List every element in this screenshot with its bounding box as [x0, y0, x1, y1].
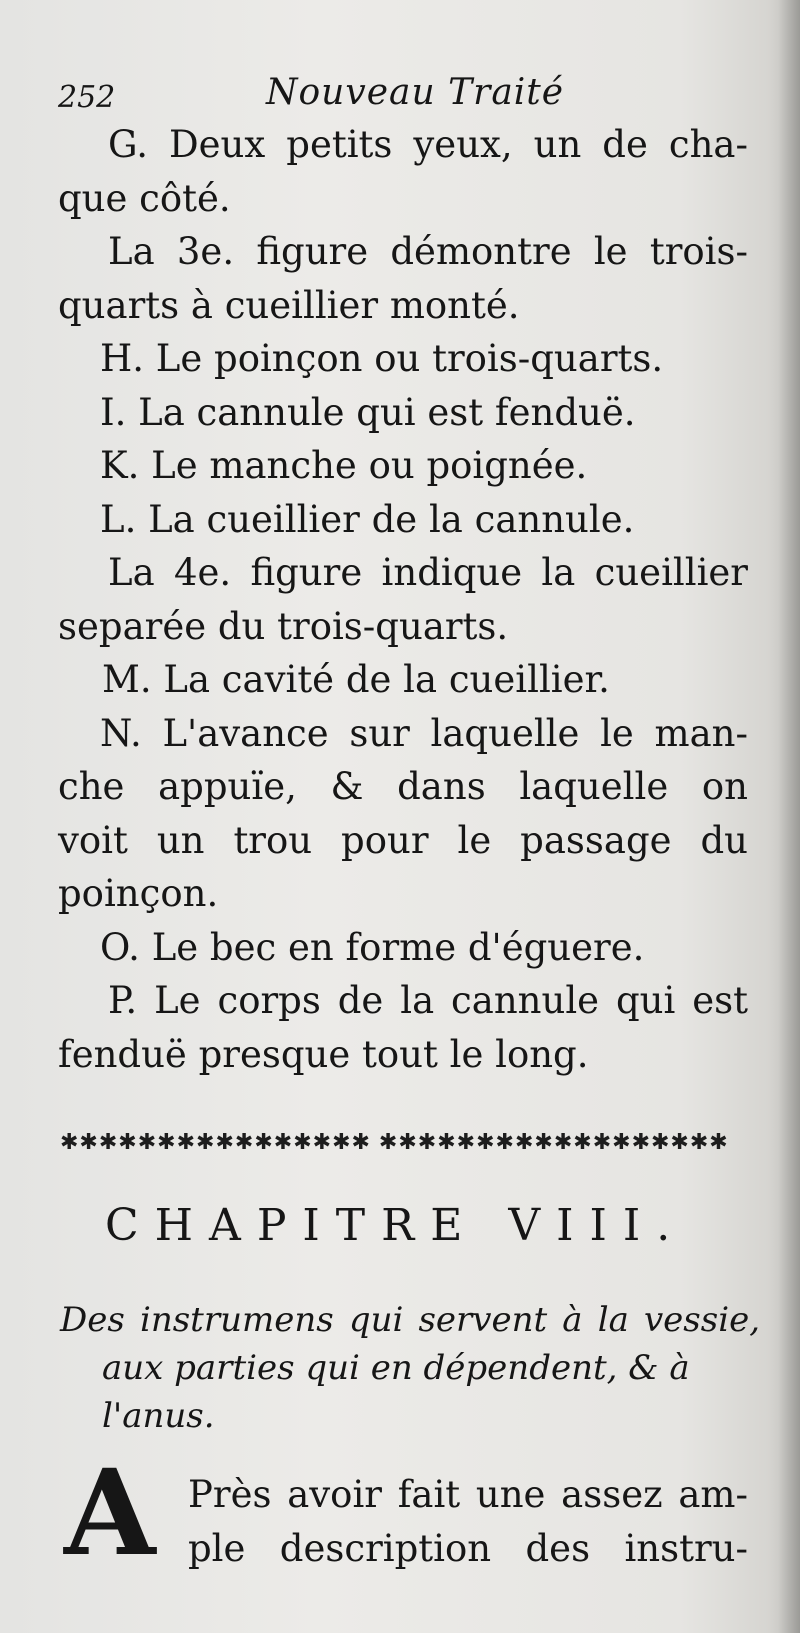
- text-line: K. Le manche ou poignée.: [100, 444, 588, 487]
- text-line: N. L'avance sur laquelle le man-: [100, 711, 748, 755]
- text-line: fenduë presque tout le long.: [58, 1032, 589, 1076]
- text-line: L. La cueillier de la cannule.: [100, 497, 635, 541]
- text-line: M. La cavité de la cueillier.: [102, 658, 610, 701]
- text-line: La 3e. figure démontre le trois-: [108, 230, 748, 273]
- chapter-title: CHAPITRE VIII.: [105, 1200, 687, 1251]
- text-line: que côté.: [58, 176, 231, 220]
- text-line: H. Le poinçon ou trois-quarts.: [100, 337, 664, 380]
- running-title: Nouveau Traité: [266, 72, 565, 113]
- text-line: O. Le bec en forme d'éguere.: [100, 925, 645, 969]
- text-line: I. La cannule qui est fenduë.: [100, 390, 636, 434]
- subtitle-line: l'anus.: [102, 1396, 215, 1436]
- subtitle-line: aux parties qui en dépendent, & à: [102, 1348, 690, 1388]
- text-line: ple description des instru-: [188, 1527, 748, 1570]
- opening-paragraph: [188, 1468, 748, 1576]
- text-line: che appuïe, & dans laquelle on: [58, 765, 748, 808]
- text-line: quarts à cueillier monté.: [58, 283, 520, 327]
- drop-cap-letter: A: [64, 1443, 156, 1582]
- text-line: P. Le corps de la cannule qui est: [108, 979, 748, 1022]
- subtitle-line: Des instrumens qui servent à la vessie,: [60, 1300, 760, 1340]
- body-text: [58, 118, 748, 1081]
- text-line: separée du trois-quarts.: [58, 604, 509, 648]
- binding-shadow: [778, 0, 800, 1633]
- decorative-ornament-rule: ✱✱✱✱✱✱✱✱✱✱✱✱✱✱✱✱ ✱✱✱✱✱✱✱✱✱✱✱✱✱✱✱✱✱✱: [60, 1130, 729, 1155]
- page-header: [58, 72, 618, 122]
- text-line: poinçon.: [58, 872, 219, 915]
- text-line: La 4e. figure indique la cueillier: [108, 551, 748, 594]
- text-line: Près avoir fait une assez am-: [188, 1473, 748, 1516]
- chapter-subtitle: [60, 1296, 760, 1440]
- text-line: voit un trou pour le passage du: [58, 818, 748, 862]
- page-number: 252: [58, 80, 116, 115]
- text-line: G. Deux petits yeux, un de cha-: [108, 123, 748, 166]
